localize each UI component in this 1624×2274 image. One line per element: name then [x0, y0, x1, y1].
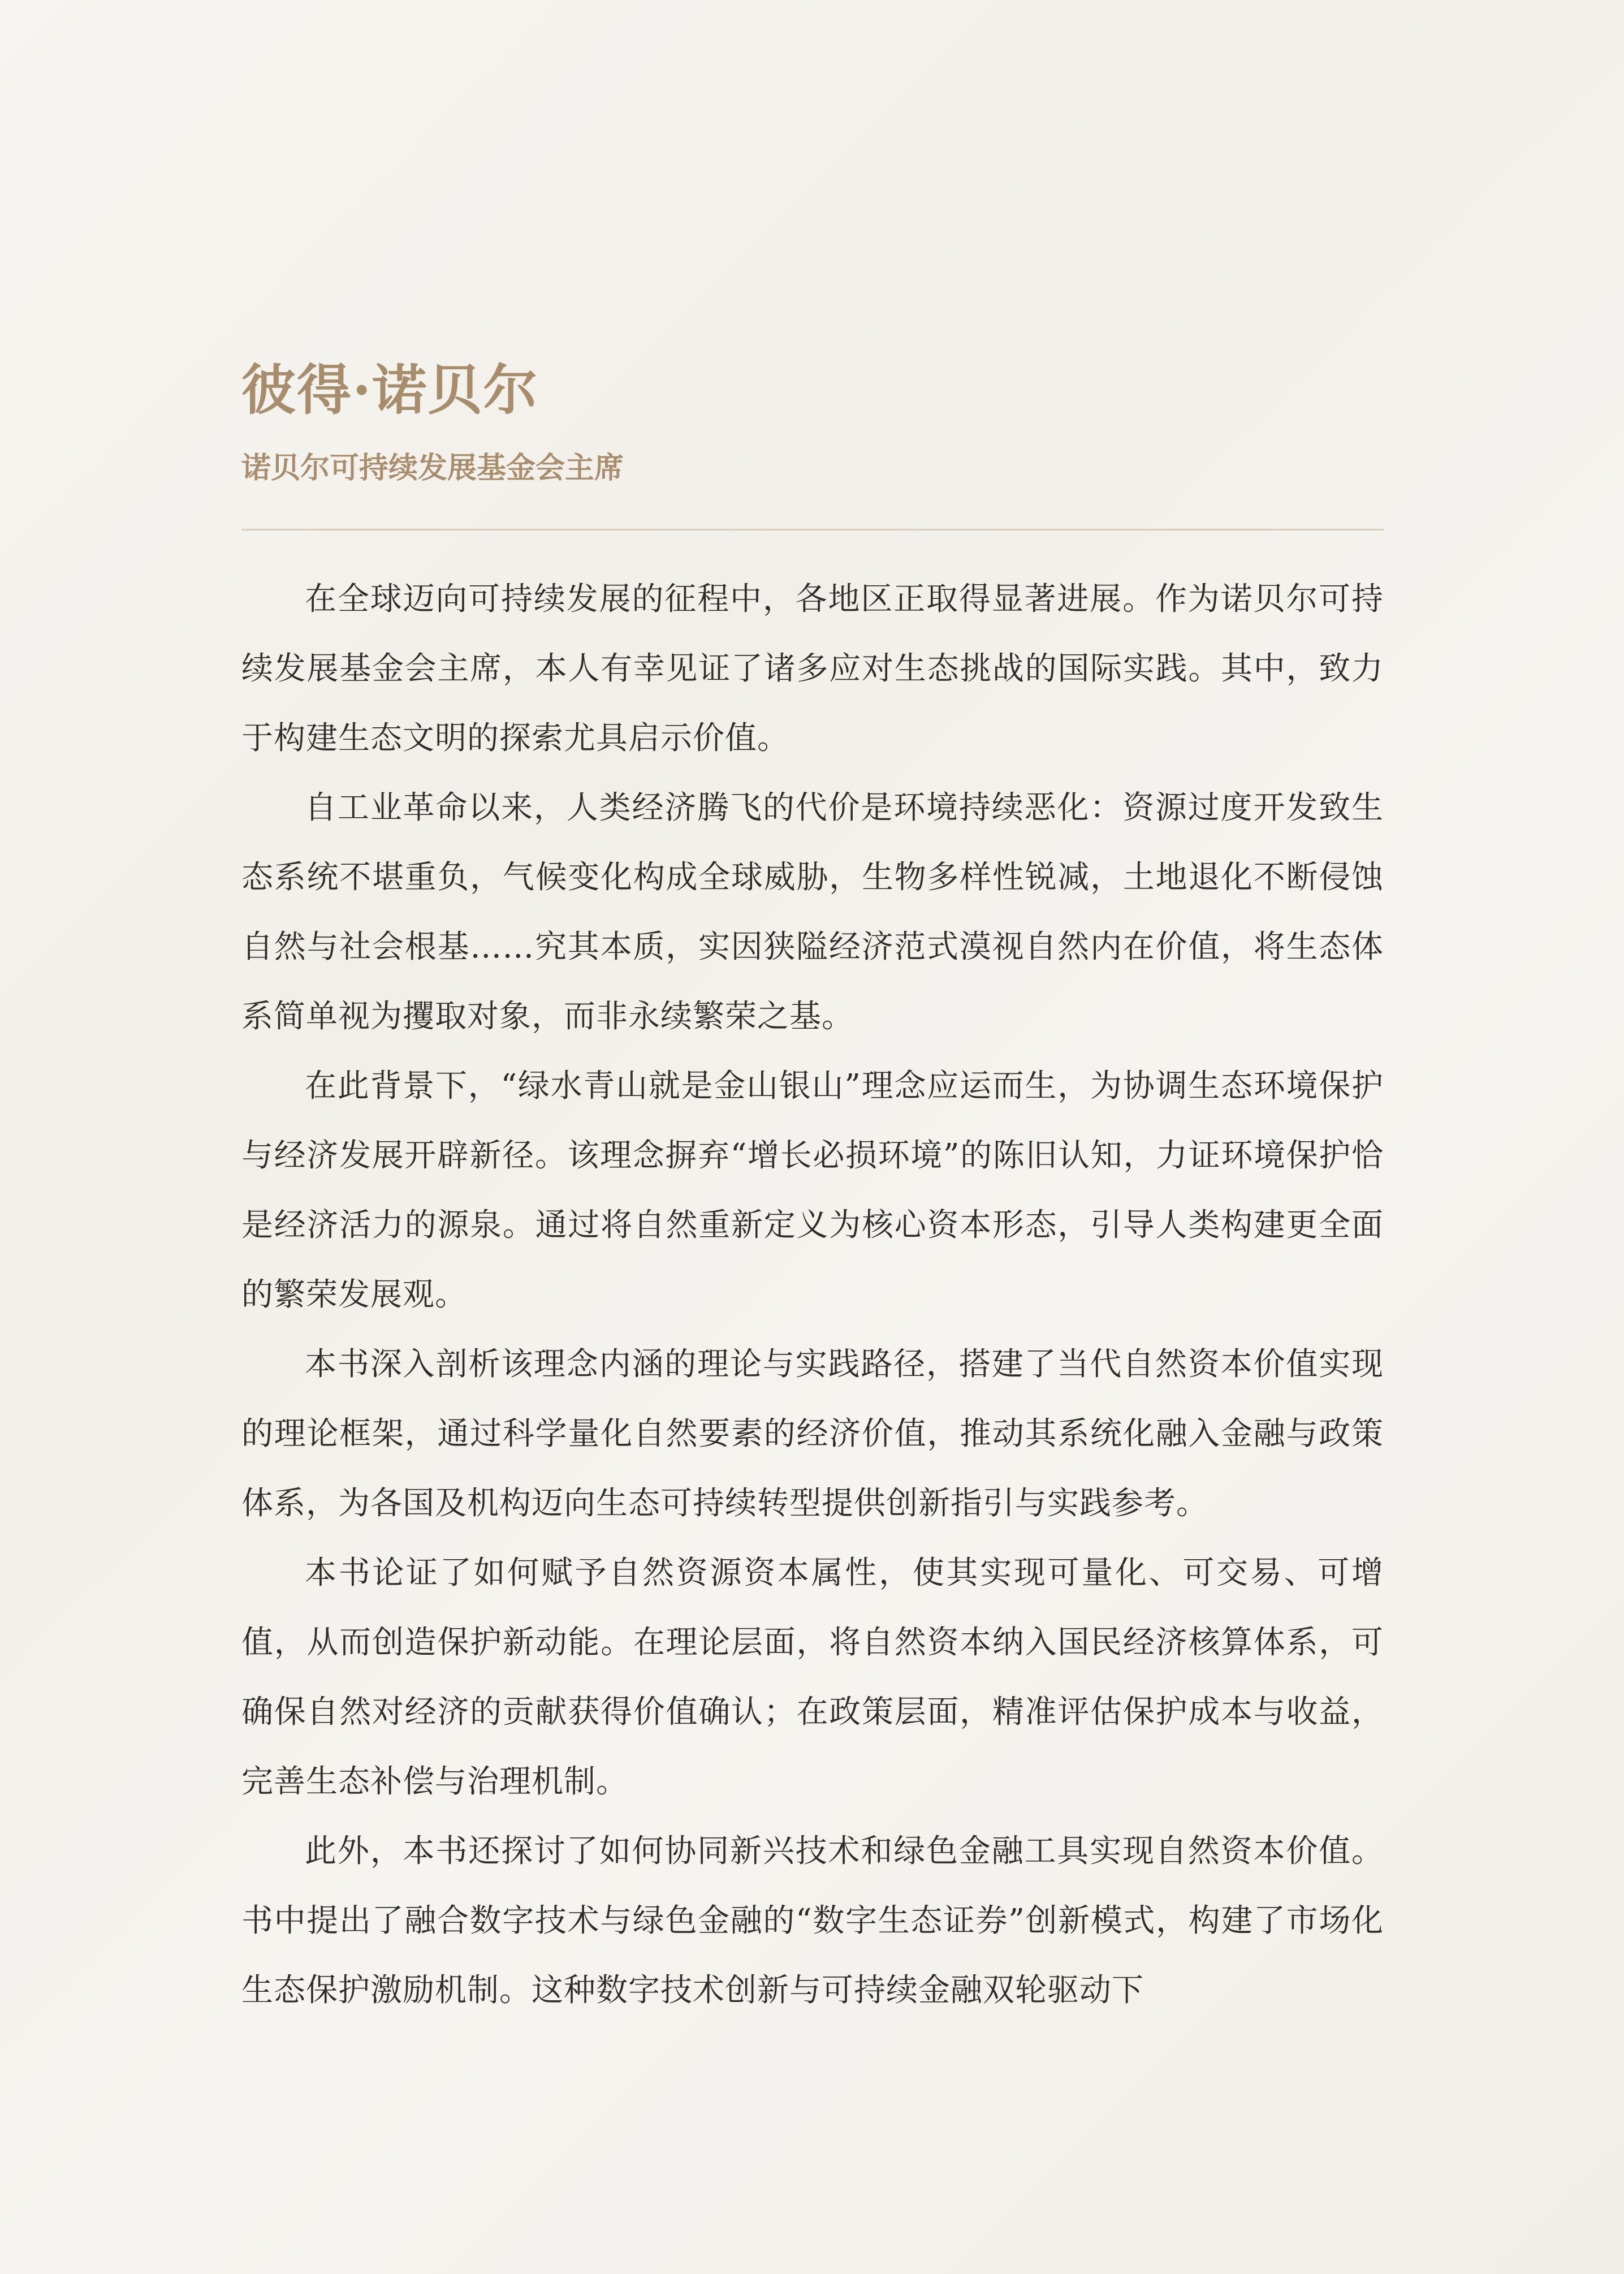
paragraph: 本书深入剖析该理念内涵的理论与实践路径，搭建了当代自然资本价值实现的理论框架，通过科学量化自然要素的经济价值，推动其系统化融入金融与政策体系，为各国及机构迈向生态可持续转型提供创新指引与实践参考。 [241, 1346, 1384, 1522]
body-text [241, 564, 1384, 2025]
header-divider [241, 529, 1384, 530]
author-header [241, 353, 1384, 488]
paragraph: 本书论证了如何赋予自然资源资本属性，使其实现可量化、可交易、可增值，从而创造保护新动能。在理论层面，将自然资本纳入国民经济核算体系，可确保自然对经济的贡献获得价值确认；在政策层面，精准评估保护成本与收益，完善生态补偿与治理机制。 [241, 1555, 1384, 1800]
author-role: 诺贝尔可持续发展基金会主席 [241, 451, 624, 485]
paragraph: 在全球迈向可持续发展的征程中，各地区正取得显著进展。作为诺贝尔可持续发展基金会主席，本人有幸见证了诸多应对生态挑战的国际实践。其中，致力于构建生态文明的探索尤具启示价值。 [241, 581, 1384, 757]
paragraph: 自工业革命以来，人类经济腾飞的代价是环境持续恶化：资源过度开发致生态系统不堪重负，气候变化构成全球威胁，生物多样性锐减，土地退化不断侵蚀自然与社会根基……究其本质，实因狭隘经济范式漠视自然内在价值，将生态体系简单视为攫取对象，而非永续繁荣之基。 [241, 789, 1384, 1035]
author-name: 彼得·诺贝尔 [241, 358, 539, 422]
paragraph: 在此背景下，“绿水青山就是金山银山”理念应运而生，为协调生态环境保护与经济发展开辟新径。该理念摒弃“增长必损环境”的陈旧认知，力证环境保护恰是经济活力的源泉。通过将自然重新定义为核心资本形态，引导人类构建更全面的繁荣发展观。 [241, 1068, 1384, 1313]
paragraph: 此外，本书还探讨了如何协同新兴技术和绿色金融工具实现自然资本价值。书中提出了融合数字技术与绿色金融的“数字生态证券”创新模式，构建了市场化生态保护激励机制。这种数字技术创新与可持续金融双轮驱动下 [241, 1833, 1384, 2009]
